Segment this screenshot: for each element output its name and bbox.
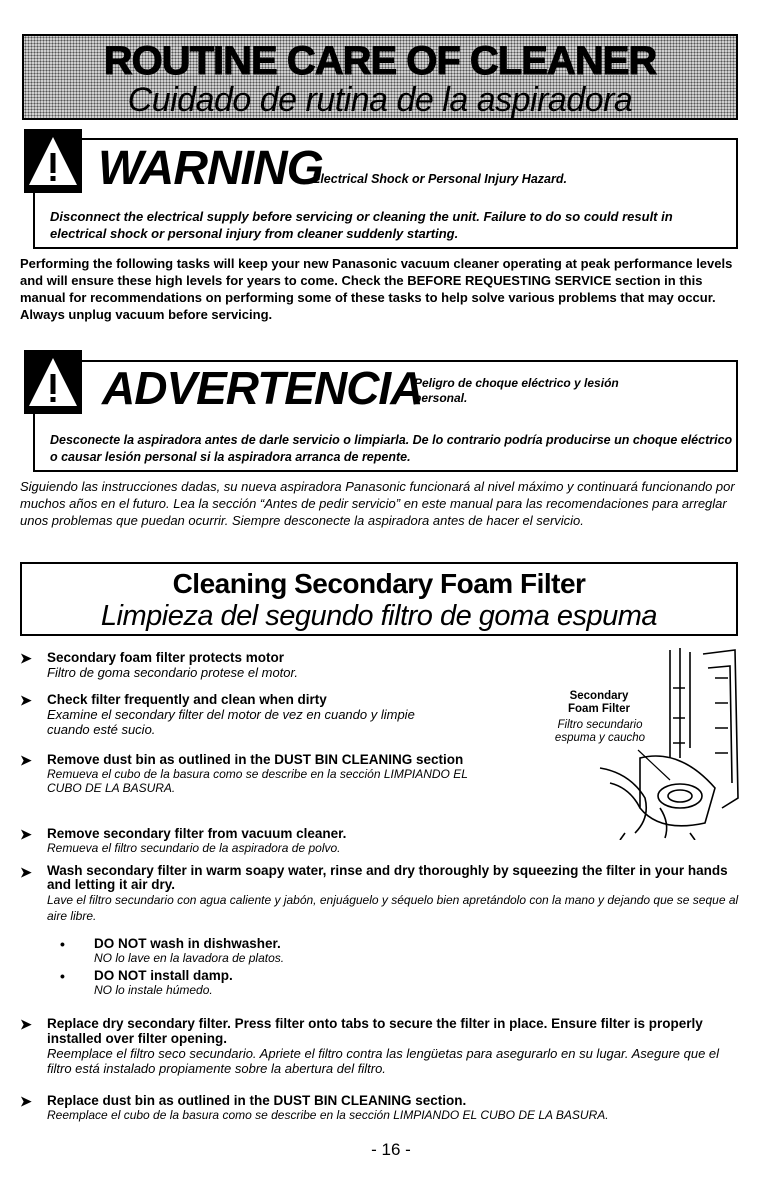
arrow-bullet-icon: ➤	[20, 1016, 32, 1032]
step-1	[20, 650, 740, 680]
warning-triangle-icon-es	[24, 350, 82, 414]
step-4-es: Remueva el filtro secundario de la aspiradora de polvo.	[47, 841, 341, 855]
section-header	[20, 562, 738, 636]
step-2	[20, 692, 460, 737]
advertencia-body: Desconecte la aspiradora antes de darle servicio o limpiarla. De lo contrario podría producirse un choque eléctrico o causar lesión personal si la aspiradora arranca de repente.	[50, 433, 733, 464]
step-7	[20, 1093, 740, 1122]
step-4	[20, 826, 520, 855]
arrow-bullet-icon: ➤	[20, 692, 32, 708]
step-3-en: Remove dust bin as outlined in the DUST BIN CLEANING section	[47, 752, 464, 767]
step-6	[20, 1016, 740, 1076]
figure-label-en: Secondary Foam Filter	[568, 690, 630, 715]
intro-english: Performing the following tasks will keep your new Panasonic vacuum cleaner operating at peak performance levels and will ensure these high levels for years to come. Check the BEFORE REQUESTING SERVICE section in this manual for recommendations on performing some of these tasks to help solve various problems that may occur. Always unplug vacuum before servicing.	[20, 256, 733, 322]
step-2-es: Examine el secondary filter del motor de vez en cuando y limpie cuando esté sucio.	[47, 707, 415, 737]
arrow-bullet-icon: ➤	[20, 1093, 32, 1109]
banner-title-en: ROUTINE CARE OF CLEANER	[103, 39, 657, 83]
intro-spanish: Siguiendo las instrucciones dadas, su nueva aspiradora Panasonic funcionará al nivel máximo y continuará funcionando por muchos años en el futuro. Lea la sección “Antes de pedir servicio” en este manual para las recomendaciones para arreglar unos problemas que puedan ocurrir. Siempre desconecte la aspiradora antes de hacer el servicio.	[20, 479, 735, 528]
bullet-2-en: DO NOT install damp.	[94, 968, 233, 983]
arrow-bullet-icon: ➤	[20, 864, 32, 880]
warning-title: WARNING	[98, 142, 323, 195]
title-banner	[22, 34, 738, 120]
section-title-es: Limpieza del segundo filtro de goma espuma	[100, 600, 658, 632]
warning-subtitle: Electrical Shock or Personal Injury Hazard.	[312, 172, 567, 186]
step-6-es: Reemplace el filtro seco secundario. Apriete el filtro contra las lengüetas para asegurarlo en su lugar. Asegure que el filtro está instalado propiamente sobre la abertura del filtro.	[47, 1046, 720, 1076]
bullet-dot-icon: •	[60, 968, 65, 984]
page-number: - 16 -	[371, 1140, 411, 1159]
step-5	[20, 864, 740, 924]
step-2-en: Check filter frequently and clean when dirty	[47, 692, 327, 707]
banner-title-es: Cuidado de rutina de la aspiradora	[127, 81, 633, 119]
bullet-1	[60, 936, 460, 965]
step-3-es: Remueva el cubo de la basura como se describe en la sección LIMPIANDO EL CUBO DE LA BASURA.	[47, 767, 468, 795]
figure-label-es: Filtro secundario espuma y caucho	[554, 719, 646, 744]
step-1-en: Secondary foam filter protects motor	[47, 650, 285, 665]
arrow-bullet-icon: ➤	[20, 752, 32, 768]
step-5-en: Wash secondary filter in warm soapy water, rinse and dry thoroughly by squeezing the filter in your hands and letting it air dry.	[47, 863, 728, 892]
advertencia-subtitle: Peligro de choque eléctrico y lesión personal.	[414, 376, 619, 405]
warning-triangle-icon	[24, 129, 82, 193]
step-3	[20, 752, 490, 795]
bullet-1-en: DO NOT wash in dishwasher.	[94, 936, 281, 951]
step-1-es: Filtro de goma secondario protese el motor.	[47, 665, 298, 680]
step-4-en: Remove secondary filter from vacuum cleaner.	[47, 826, 347, 841]
bullet-2-es: NO lo instale húmedo.	[94, 983, 213, 997]
bullet-1-es: NO lo lave en la lavadora de platos.	[94, 951, 285, 965]
arrow-bullet-icon: ➤	[20, 826, 32, 842]
step-7-en: Replace dust bin as outlined in the DUST BIN CLEANING section.	[47, 1093, 467, 1108]
warning-body: Disconnect the electrical supply before servicing or cleaning the unit. Failure to do so could result in electrical shock or personal injury from cleaner suddenly starting.	[50, 209, 673, 241]
step-6-en: Replace dry secondary filter. Press filter onto tabs to secure the filter in place. Ensure filter is properly installed over filter opening.	[47, 1016, 703, 1046]
step-7-es: Reemplace el cubo de la basura como se describe en la sección LIMPIANDO EL CUBO DE LA BASURA.	[47, 1108, 609, 1122]
bullet-2	[60, 968, 460, 997]
arrow-bullet-icon: ➤	[20, 650, 32, 666]
advertencia-title: ADVERTENCIA	[102, 362, 423, 414]
step-5-es: Lave el filtro secundario con agua caliente y jabón, enjuáguelo y séquelo bien apretándolo con la mano y dejando que se seque al aire libre.	[47, 893, 739, 923]
bullet-dot-icon: •	[60, 936, 65, 952]
section-title-en: Cleaning Secondary Foam Filter	[172, 568, 586, 599]
